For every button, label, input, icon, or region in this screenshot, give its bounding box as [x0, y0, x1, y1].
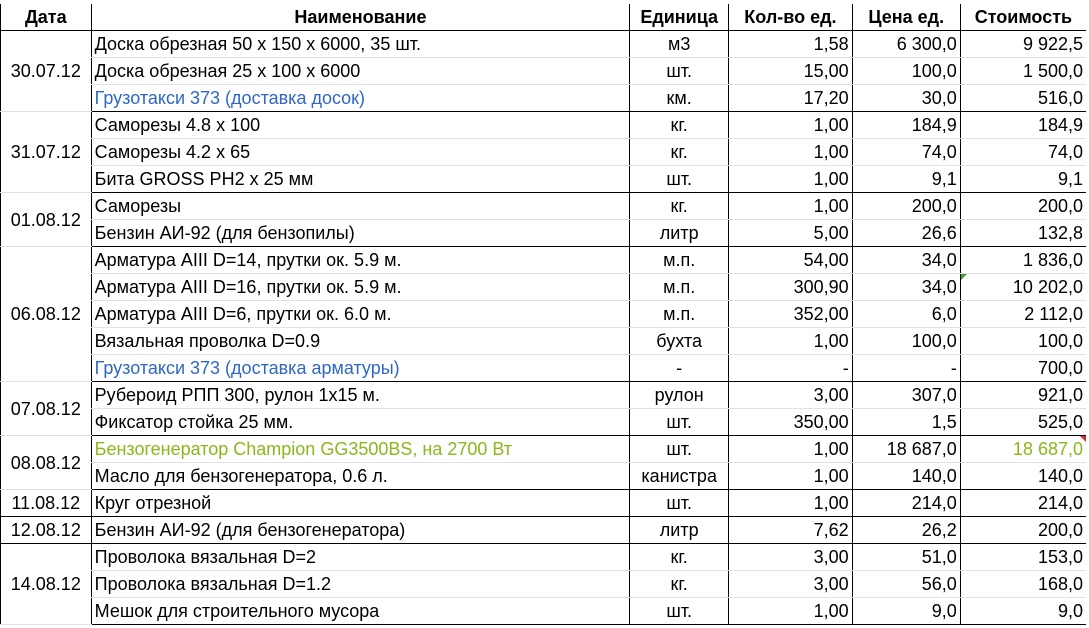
cost-cell-text: 200,0	[1037, 196, 1083, 216]
price-cell[interactable]	[852, 301, 960, 328]
cost-cell-text: 100,0	[1037, 331, 1083, 351]
price-cell-text: 307,0	[911, 385, 957, 405]
price-cell-text: 9,0	[931, 601, 957, 621]
quantity-cell-text: 3,00	[813, 547, 849, 567]
price-cell[interactable]	[852, 58, 960, 85]
unit-cell-text: бухта	[656, 331, 703, 351]
date-cell[interactable]: 11.08.12	[1, 490, 92, 517]
unit-cell[interactable]	[630, 58, 729, 85]
header-row	[1, 4, 1087, 31]
item-name-cell[interactable]	[91, 166, 630, 193]
quantity-cell-text: 352,00	[793, 304, 849, 324]
cost-cell-text: 516,0	[1037, 88, 1083, 108]
quantity-cell-text: 1,58	[813, 34, 849, 54]
quantity-cell[interactable]	[729, 517, 853, 544]
comment-indicator-icon[interactable]	[961, 274, 967, 280]
item-name-cell[interactable]	[91, 382, 630, 409]
unit-cell-text: кг.	[670, 115, 688, 135]
price-cell[interactable]	[852, 85, 960, 112]
quantity-cell-text: 1,00	[813, 439, 849, 459]
unit-cell-text: рулон	[654, 385, 704, 405]
cost-cell-text: 9,1	[1057, 169, 1083, 189]
unit-cell[interactable]	[630, 85, 729, 112]
quantity-cell[interactable]	[729, 382, 853, 409]
item-name-cell[interactable]	[91, 598, 630, 625]
quantity-cell-text: 17,20	[803, 88, 849, 108]
unit-cell-text: кг.	[670, 142, 688, 162]
item-name-cell[interactable]	[91, 544, 630, 571]
cost-cell-text: 2 112,0	[1024, 304, 1083, 324]
item-name-cell-text: Вязальная проволка D=0.9	[94, 331, 321, 351]
item-name-cell-text: Проволока вязальная D=1.2	[94, 574, 332, 594]
quantity-cell[interactable]	[729, 544, 853, 571]
cost-cell-text: 525,0	[1037, 412, 1083, 432]
quantity-cell-text: 1,00	[813, 169, 849, 189]
table-row	[1, 544, 1087, 571]
quantity-cell[interactable]	[729, 166, 853, 193]
date-cell[interactable]: 08.08.12	[1, 436, 92, 490]
table-row	[1, 274, 1087, 301]
quantity-cell[interactable]	[729, 301, 853, 328]
quantity-cell[interactable]	[729, 409, 853, 436]
item-name-cell[interactable]	[91, 463, 630, 490]
quantity-cell[interactable]	[729, 31, 853, 58]
cost-cell-text: 18 687,0	[1012, 439, 1083, 459]
item-name-cell-text: Саморезы 4.2 х 65	[94, 142, 251, 162]
header-name[interactable]: Наименование	[91, 4, 630, 31]
unit-cell[interactable]	[630, 598, 729, 625]
table-row	[1, 598, 1087, 625]
price-cell[interactable]	[852, 571, 960, 598]
price-cell-text: 51,0	[921, 547, 957, 567]
table-row	[1, 58, 1087, 85]
table-row	[1, 409, 1087, 436]
price-cell[interactable]	[852, 517, 960, 544]
date-cell[interactable]: 07.08.12	[1, 382, 92, 436]
cost-cell[interactable]	[960, 247, 1086, 274]
table-row	[1, 301, 1087, 328]
item-name-cell[interactable]	[91, 274, 630, 301]
unit-cell[interactable]	[630, 409, 729, 436]
cost-cell-text: 140,0	[1037, 466, 1083, 486]
price-cell[interactable]	[852, 436, 960, 463]
item-name-cell[interactable]	[91, 112, 630, 139]
date-cell[interactable]: 31.07.12	[1, 112, 92, 193]
item-name-cell-text: Арматура АIII D=16, прутки ок. 5.9 м.	[94, 277, 402, 297]
cost-cell-text: 921,0	[1037, 385, 1083, 405]
price-cell-text: 26,6	[921, 223, 957, 243]
unit-cell[interactable]	[630, 490, 729, 517]
price-cell-text: -	[950, 358, 957, 378]
unit-cell-text: канистра	[641, 466, 717, 486]
cost-cell[interactable]	[960, 490, 1086, 517]
price-cell[interactable]	[852, 220, 960, 247]
item-name-cell[interactable]	[91, 247, 630, 274]
unit-cell[interactable]	[630, 112, 729, 139]
item-name-cell-text: Рубероид РПП 300, рулон 1х15 м.	[94, 385, 380, 405]
table-row	[1, 463, 1087, 490]
price-cell[interactable]	[852, 328, 960, 355]
unit-cell[interactable]	[630, 355, 729, 382]
price-cell-text: 56,0	[921, 574, 957, 594]
quantity-cell[interactable]	[729, 139, 853, 166]
price-cell[interactable]	[852, 139, 960, 166]
price-cell-text: 34,0	[921, 250, 957, 270]
table-row	[1, 517, 1087, 544]
price-cell[interactable]	[852, 544, 960, 571]
item-name-cell-text: Бензин АИ-92 (для бензогенератора)	[94, 520, 406, 540]
price-cell-text: 214,0	[911, 493, 957, 513]
date-cell[interactable]: 30.07.12	[1, 31, 92, 112]
price-cell-text: 34,0	[921, 277, 957, 297]
unit-cell-text: кг.	[670, 574, 688, 594]
cost-cell-text: 214,0	[1037, 493, 1083, 513]
price-cell-text: 18 687,0	[886, 439, 957, 459]
header-unit[interactable]: Единица	[630, 4, 729, 31]
unit-cell-text: шт.	[666, 601, 693, 621]
unit-cell-text: шт.	[666, 61, 693, 81]
unit-cell[interactable]	[630, 517, 729, 544]
unit-cell[interactable]	[630, 247, 729, 274]
quantity-cell-text: 1,00	[813, 493, 849, 513]
unit-cell-text: шт.	[666, 439, 693, 459]
quantity-cell[interactable]	[729, 598, 853, 625]
item-name-cell-text: Саморезы	[94, 196, 182, 216]
item-name-cell-text: Круг отрезной	[94, 493, 212, 513]
table-row	[1, 247, 1087, 274]
unit-cell[interactable]	[630, 571, 729, 598]
cost-cell-text: 1 836,0	[1022, 250, 1083, 270]
table-row	[1, 328, 1087, 355]
price-cell-text: 74,0	[921, 142, 957, 162]
unit-cell[interactable]	[630, 544, 729, 571]
price-cell[interactable]	[852, 247, 960, 274]
price-cell[interactable]	[852, 193, 960, 220]
table-row	[1, 112, 1087, 139]
unit-cell-text: м.п.	[663, 250, 696, 270]
quantity-cell[interactable]	[729, 463, 853, 490]
table-row	[1, 571, 1087, 598]
price-cell[interactable]	[852, 166, 960, 193]
quantity-cell-text: 300,90	[793, 277, 849, 297]
cost-cell[interactable]	[960, 328, 1086, 355]
cost-cell-text: 10 202,0	[1012, 277, 1083, 297]
item-name-cell[interactable]	[91, 85, 630, 112]
cost-cell[interactable]	[960, 544, 1086, 571]
cost-cell[interactable]	[960, 355, 1086, 382]
cost-cell-text: 168,0	[1037, 574, 1083, 594]
table-body	[1, 31, 1087, 625]
cost-cell[interactable]	[960, 598, 1086, 625]
unit-cell-text: шт.	[666, 493, 693, 513]
quantity-cell-text: 15,00	[803, 61, 849, 81]
quantity-cell-text: 350,00	[793, 412, 849, 432]
unit-cell-text: шт.	[666, 412, 693, 432]
price-cell-text: 9,1	[931, 169, 957, 189]
unit-cell[interactable]	[630, 301, 729, 328]
item-name-cell[interactable]	[91, 301, 630, 328]
item-name-cell-text: Бензогенератор Champion GG3500BS, на 2700 Вт	[94, 439, 513, 459]
quantity-cell-text: 1,00	[813, 196, 849, 216]
expenses-table	[0, 4, 1086, 625]
cost-cell[interactable]	[960, 58, 1086, 85]
quantity-cell[interactable]	[729, 112, 853, 139]
quantity-cell[interactable]	[729, 58, 853, 85]
table-row	[1, 85, 1087, 112]
item-name-cell-text: Грузотакси 373 (доставка досок)	[94, 88, 366, 108]
quantity-cell-text: 1,00	[813, 331, 849, 351]
cost-cell[interactable]	[960, 517, 1086, 544]
price-cell-text: 26,2	[921, 520, 957, 540]
table-row	[1, 355, 1087, 382]
price-cell-text: 100,0	[911, 61, 957, 81]
quantity-cell[interactable]	[729, 571, 853, 598]
price-cell-text: 6 300,0	[896, 34, 957, 54]
table-row	[1, 166, 1087, 193]
price-cell[interactable]	[852, 490, 960, 517]
unit-cell-text: шт.	[666, 169, 693, 189]
price-cell-text: 6,0	[931, 304, 957, 324]
quantity-cell[interactable]	[729, 436, 853, 463]
unit-cell-text: м.п.	[663, 304, 696, 324]
price-cell[interactable]	[852, 112, 960, 139]
cost-cell[interactable]	[960, 139, 1086, 166]
price-cell[interactable]	[852, 463, 960, 490]
table-row	[1, 436, 1087, 463]
item-name-cell[interactable]	[91, 436, 630, 463]
unit-cell[interactable]	[630, 139, 729, 166]
quantity-cell-text: 3,00	[813, 385, 849, 405]
item-name-cell-text: Доска обрезная 25 х 100 х 6000	[94, 61, 361, 81]
item-name-cell-text: Бита GROSS PH2 х 25 мм	[94, 169, 314, 189]
quantity-cell-text: 7,62	[813, 520, 849, 540]
quantity-cell[interactable]	[729, 490, 853, 517]
item-name-cell[interactable]	[91, 355, 630, 382]
date-cell[interactable]: 06.08.12	[1, 247, 92, 382]
header-qty[interactable]: Кол-во ед.	[729, 4, 853, 31]
unit-cell[interactable]	[630, 31, 729, 58]
quantity-cell-text: 1,00	[813, 115, 849, 135]
price-cell[interactable]	[852, 409, 960, 436]
table-row	[1, 490, 1087, 517]
quantity-cell[interactable]	[729, 85, 853, 112]
unit-cell[interactable]	[630, 382, 729, 409]
quantity-cell-text: 1,00	[813, 466, 849, 486]
item-name-cell-text: Саморезы 4.8 х 100	[94, 115, 261, 135]
item-name-cell[interactable]	[91, 571, 630, 598]
table-row	[1, 382, 1087, 409]
quantity-cell-text: 5,00	[813, 223, 849, 243]
unit-cell[interactable]	[630, 193, 729, 220]
item-name-cell[interactable]	[91, 409, 630, 436]
table-row	[1, 31, 1087, 58]
unit-cell-text: м3	[667, 34, 691, 54]
cost-cell-text: 9,0	[1057, 601, 1083, 621]
unit-cell-text: литр	[659, 520, 699, 540]
unit-cell[interactable]	[630, 166, 729, 193]
quantity-cell[interactable]	[729, 328, 853, 355]
cost-cell-text: 9 922,5	[1022, 34, 1083, 54]
price-cell-text: 200,0	[911, 196, 957, 216]
header-date[interactable]: Дата	[1, 4, 92, 31]
item-name-cell-text: Грузотакси 373 (доставка арматуры)	[94, 358, 400, 378]
cost-cell[interactable]	[960, 112, 1086, 139]
price-cell-text: 100,0	[911, 331, 957, 351]
cost-cell-text: 700,0	[1037, 358, 1083, 378]
item-name-cell-text: Бензин АИ-92 (для бензопилы)	[94, 223, 355, 243]
quantity-cell-text: 54,00	[803, 250, 849, 270]
cost-cell-text: 74,0	[1047, 142, 1083, 162]
price-cell-text: 30,0	[921, 88, 957, 108]
comment-indicator-icon[interactable]	[1080, 436, 1086, 442]
cost-cell[interactable]	[960, 463, 1086, 490]
cost-cell[interactable]	[960, 220, 1086, 247]
cost-cell[interactable]	[960, 31, 1086, 58]
item-name-cell[interactable]	[91, 31, 630, 58]
cost-cell[interactable]	[960, 301, 1086, 328]
price-cell-text: 140,0	[911, 466, 957, 486]
item-name-cell[interactable]	[91, 139, 630, 166]
price-cell-text: 184,9	[911, 115, 957, 135]
unit-cell[interactable]	[630, 436, 729, 463]
unit-cell-text: кг.	[670, 196, 688, 216]
quantity-cell[interactable]	[729, 274, 853, 301]
cost-cell-text: 1 500,0	[1022, 61, 1083, 81]
item-name-cell[interactable]	[91, 58, 630, 85]
header-cost[interactable]: Стоимость	[960, 4, 1086, 31]
price-cell[interactable]	[852, 274, 960, 301]
cost-cell[interactable]	[960, 571, 1086, 598]
quantity-cell[interactable]	[729, 355, 853, 382]
unit-cell-text: км.	[666, 88, 692, 108]
cost-cell-text: 200,0	[1037, 520, 1083, 540]
item-name-cell[interactable]	[91, 490, 630, 517]
cost-cell[interactable]	[960, 85, 1086, 112]
cost-cell[interactable]	[960, 382, 1086, 409]
cost-cell-text: 184,9	[1037, 115, 1083, 135]
header-price[interactable]: Цена ед.	[852, 4, 960, 31]
unit-cell-text: кг.	[670, 547, 688, 567]
unit-cell[interactable]	[630, 328, 729, 355]
quantity-cell-text: 1,00	[813, 601, 849, 621]
item-name-cell-text: Масло для бензогенератора, 0.6 л.	[94, 466, 388, 486]
quantity-cell[interactable]	[729, 193, 853, 220]
item-name-cell-text: Мешок для строительного мусора	[94, 601, 380, 621]
table-row	[1, 220, 1087, 247]
price-cell-text: 1,5	[931, 412, 957, 432]
item-name-cell-text: Проволока вязальная D=2	[94, 547, 317, 567]
cost-cell[interactable]	[960, 409, 1086, 436]
item-name-cell-text: Арматура АIII D=14, прутки ок. 5.9 м.	[94, 250, 402, 270]
price-cell[interactable]	[852, 31, 960, 58]
item-name-cell[interactable]	[91, 220, 630, 247]
cost-cell[interactable]	[960, 436, 1086, 463]
item-name-cell[interactable]	[91, 328, 630, 355]
date-cell[interactable]: 01.08.12	[1, 193, 92, 247]
quantity-cell-text: 3,00	[813, 574, 849, 594]
price-cell[interactable]	[852, 382, 960, 409]
unit-cell-text: литр	[659, 223, 699, 243]
cost-cell[interactable]	[960, 193, 1086, 220]
quantity-cell[interactable]	[729, 220, 853, 247]
item-name-cell[interactable]	[91, 193, 630, 220]
price-cell[interactable]	[852, 598, 960, 625]
item-name-cell-text: Арматура АIII D=6, прутки ок. 6.0 м.	[94, 304, 392, 324]
unit-cell[interactable]	[630, 274, 729, 301]
cost-cell[interactable]	[960, 274, 1086, 301]
date-cell[interactable]: 12.08.12	[1, 517, 92, 544]
item-name-cell-text: Фиксатор стойка 25 мм.	[94, 412, 294, 432]
item-name-cell-text: Доска обрезная 50 х 150 х 6000, 35 шт.	[94, 34, 422, 54]
price-cell[interactable]	[852, 355, 960, 382]
quantity-cell[interactable]	[729, 247, 853, 274]
table-row	[1, 139, 1087, 166]
cost-cell-text: 132,8	[1037, 223, 1083, 243]
table-row	[1, 193, 1087, 220]
date-cell[interactable]: 14.08.12	[1, 544, 92, 625]
quantity-cell-text: -	[842, 358, 849, 378]
item-name-cell[interactable]	[91, 517, 630, 544]
unit-cell[interactable]	[630, 220, 729, 247]
unit-cell[interactable]	[630, 463, 729, 490]
unit-cell-text: м.п.	[663, 277, 696, 297]
quantity-cell-text: 1,00	[813, 142, 849, 162]
unit-cell-text: -	[676, 358, 683, 378]
cost-cell-text: 153,0	[1037, 547, 1083, 567]
cost-cell[interactable]	[960, 166, 1086, 193]
